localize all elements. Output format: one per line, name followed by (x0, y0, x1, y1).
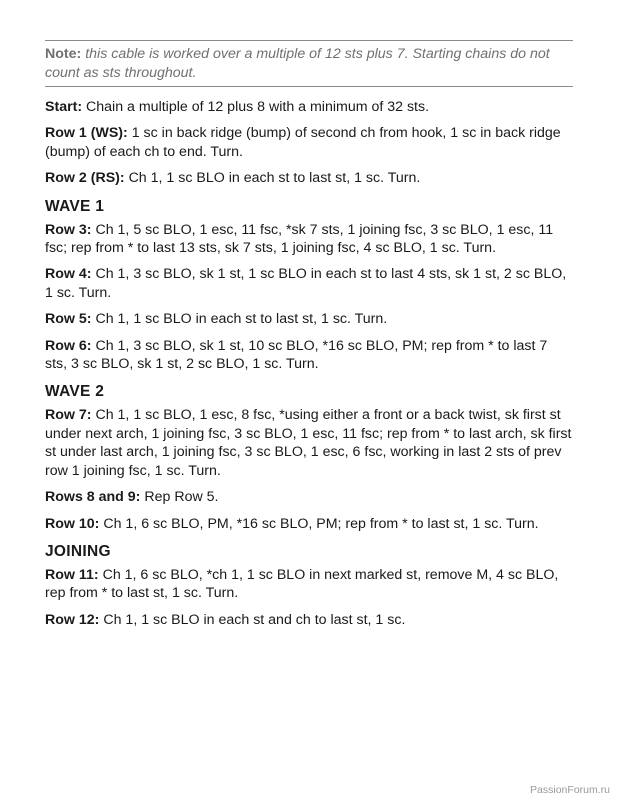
row-5-label: Row 5: (45, 311, 92, 328)
row-12-label: Row 12: (45, 611, 100, 628)
row-11-instruction (45, 566, 573, 603)
row-6-label: Row 6: (45, 337, 92, 354)
note-label: Note: (45, 46, 82, 62)
note-text: this cable is worked over a multiple of 12 sts plus 7. Starting chains do not count as sts throughout. (45, 46, 550, 81)
row-1-label: Row 1 (WS): (45, 125, 128, 142)
row-2-label: Row 2 (RS): (45, 170, 125, 187)
row-5-instruction (45, 310, 573, 328)
start-text: Chain a multiple of 12 plus 8 with a minimum of 32 sts. (86, 99, 430, 115)
row-6-text: Ch 1, 3 sc BLO, sk 1 st, 10 sc BLO, *16 sc BLO, PM; rep from * to last 7 sts, 3 sc BLO, sk 1 st, 2 sc BLO, 1 sc. Turn. (45, 337, 548, 373)
row-3-text: Ch 1, 5 sc BLO, 1 esc, 11 fsc, *sk 7 sts, 1 joining fsc, 3 sc BLO, 1 esc, 11 fsc; rep from * to last 13 sts, sk 7 sts, 1 joining fsc, 4 sc BLO, 1 sc. Turn. (45, 221, 554, 257)
row-6-instruction (45, 337, 573, 374)
start-label: Start: (45, 99, 83, 115)
row-2-instruction (45, 169, 573, 187)
row-3-label: Row 3: (45, 221, 92, 238)
row-11-text: Ch 1, 6 sc BLO, *ch 1, 1 sc BLO in next marked st, remove M, 4 sc BLO, rep from * to last st, 1 sc. Turn. (45, 566, 559, 602)
rows-8-9-label: Rows 8 and 9: (45, 489, 141, 506)
row-1-instruction (45, 124, 573, 161)
note-block (45, 45, 573, 83)
row-2-text: Ch 1, 1 sc BLO in each st to last st, 1 sc. Turn. (128, 170, 421, 187)
row-5-text: Ch 1, 1 sc BLO in each st to last st, 1 sc. Turn. (95, 311, 388, 328)
row-10-label: Row 10: (45, 515, 100, 532)
row-4-instruction (45, 265, 573, 302)
start-instruction (45, 98, 573, 116)
row-7-instruction (45, 406, 573, 480)
row-12-text: Ch 1, 1 sc BLO in each st and ch to last st, 1 sc. (103, 611, 406, 628)
row-4-label: Row 4: (45, 266, 92, 283)
row-7-label: Row 7: (45, 407, 92, 424)
rows-8-9-instruction (45, 488, 573, 506)
row-7-text: Ch 1, 1 sc BLO, 1 esc, 8 fsc, *using either a front or a back twist, sk first st under next arch, 1 joining fsc, 3 sc BLO, 1 esc, 11 fsc; rep from * to last arch, sk first st under last arch, 1 joining fsc, 3 sc BLO, 1 esc, 6 fsc, working in last 2 sts of prev row 1 joining fsc, 1 sc. Turn. (45, 407, 572, 479)
row-11-label: Row 11: (45, 566, 99, 583)
rows-8-9-text: Rep Row 5. (144, 489, 219, 506)
row-4-text: Ch 1, 3 sc BLO, sk 1 st, 1 sc BLO in each st to last 4 sts, sk 1 st, 2 sc BLO, 1 sc. Turn. (45, 266, 567, 301)
row-1-text: 1 sc in back ridge (bump) of second ch from hook, 1 sc in back ridge (bump) of each ch to end. Turn. (45, 125, 561, 160)
row-10-text: Ch 1, 6 sc BLO, PM, *16 sc BLO, PM; rep from * to last st, 1 sc. Turn. (103, 515, 539, 532)
note-top-divider (45, 40, 573, 41)
note-bottom-divider (45, 86, 573, 87)
wave-2-heading: WAVE 2 (45, 383, 105, 401)
pattern-page (45, 0, 573, 800)
pattern-instructions (45, 98, 573, 637)
watermark: PassionForum.ru (530, 784, 610, 796)
row-10-instruction (45, 515, 573, 533)
row-12-instruction (45, 611, 573, 629)
row-3-instruction (45, 221, 573, 258)
wave-1-heading: WAVE 1 (45, 197, 105, 215)
joining-heading: JOINING (45, 542, 111, 560)
